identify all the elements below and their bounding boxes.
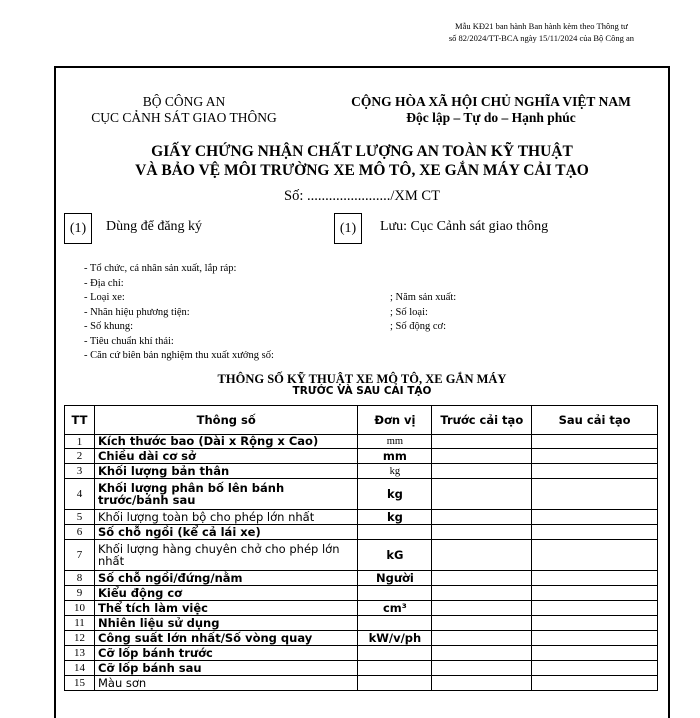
form-note-line-2: số 82/2024/TT-BCA ngày 15/11/2024 của Bộ Công an bbox=[448, 33, 634, 43]
parameter-unit: kg bbox=[358, 464, 432, 479]
certificate-title bbox=[56, 142, 668, 180]
field-label: - Loại xe: bbox=[84, 292, 125, 303]
table-row bbox=[65, 525, 658, 540]
column-header-unit: Đơn vị bbox=[358, 406, 432, 435]
value-after-cell[interactable] bbox=[532, 525, 658, 540]
parameter-name: Khối lượng hàng chuyên chở cho phép lớn nhất bbox=[94, 540, 357, 571]
parameter-name: Kích thước bao (Dài x Rộng x Cao) bbox=[94, 435, 357, 449]
field-address bbox=[84, 277, 274, 292]
table-row bbox=[65, 661, 658, 676]
parameter-name: Khối lượng toàn bộ cho phép lớn nhất bbox=[94, 510, 357, 525]
parameter-name: Khối lượng phân bố lên bánh trước/bánh sau bbox=[94, 479, 357, 510]
spec-title-line-1: THÔNG SỐ KỸ THUẬT XE MÔ TÔ, XE GẮN MÁY bbox=[217, 372, 507, 386]
table-row bbox=[65, 464, 658, 479]
value-after-cell[interactable] bbox=[532, 479, 658, 510]
parameter-name: Số chỗ ngồi/đứng/nằm bbox=[94, 571, 357, 586]
value-before-cell[interactable] bbox=[432, 510, 532, 525]
row-number: 9 bbox=[65, 586, 95, 601]
value-before-cell[interactable] bbox=[432, 646, 532, 661]
value-before-cell[interactable] bbox=[432, 601, 532, 616]
table-row bbox=[65, 586, 658, 601]
parameter-name: Khối lượng bản thân bbox=[94, 464, 357, 479]
parameter-name: Số chỗ ngồi (kể cả lái xe) bbox=[94, 525, 357, 540]
value-before-cell[interactable] bbox=[432, 586, 532, 601]
row-number: 15 bbox=[65, 676, 95, 691]
value-after-cell[interactable] bbox=[532, 616, 658, 631]
row-number: 10 bbox=[65, 601, 95, 616]
column-header-after: Sau cải tạo bbox=[532, 406, 658, 435]
table-row bbox=[65, 510, 658, 525]
value-before-cell[interactable] bbox=[432, 479, 532, 510]
issuer-header bbox=[56, 94, 312, 126]
table-row bbox=[65, 616, 658, 631]
field-label: - Tổ chức, cá nhân sản xuất, lắp ráp: bbox=[84, 263, 237, 274]
value-after-cell[interactable] bbox=[532, 435, 658, 449]
value-after-cell[interactable] bbox=[532, 646, 658, 661]
field-label-year: ; Năm sản xuất: bbox=[390, 292, 457, 303]
parameter-unit: Người bbox=[358, 571, 432, 586]
value-before-cell[interactable] bbox=[432, 435, 532, 449]
table-header-row bbox=[65, 406, 658, 435]
row-number: 12 bbox=[65, 631, 95, 646]
certificate-title-line-2: VÀ BẢO VỆ MÔI TRƯỜNG XE MÔ TÔ, XE GẮN MÁY CẢI TẠO bbox=[135, 162, 589, 179]
parameter-unit bbox=[358, 676, 432, 691]
field-frame-number bbox=[84, 320, 447, 335]
table-row bbox=[65, 540, 658, 571]
value-after-cell[interactable] bbox=[532, 601, 658, 616]
field-label-engine-number: ; Số động cơ: bbox=[390, 321, 447, 332]
field-brand bbox=[84, 306, 428, 321]
value-after-cell[interactable] bbox=[532, 586, 658, 601]
field-label: - Căn cứ biên bản nghiệm thu xuất xưởng số: bbox=[84, 350, 274, 361]
field-manufacturer bbox=[84, 262, 274, 277]
country-name: CỘNG HÒA XÃ HỘI CHỦ NGHĨA VIỆT NAM bbox=[351, 94, 631, 109]
table-row bbox=[65, 449, 658, 464]
copy-marker-archive: (1) bbox=[334, 213, 362, 244]
column-header-before: Trước cải tạo bbox=[432, 406, 532, 435]
spec-table bbox=[64, 405, 658, 691]
certificate-form bbox=[54, 66, 670, 718]
parameter-name: Cỡ lốp bánh trước bbox=[94, 646, 357, 661]
row-number: 1 bbox=[65, 435, 95, 449]
parameter-name: Nhiên liệu sử dụng bbox=[94, 616, 357, 631]
table-row bbox=[65, 571, 658, 586]
value-after-cell[interactable] bbox=[532, 661, 658, 676]
row-number: 5 bbox=[65, 510, 95, 525]
field-label: - Nhãn hiệu phương tiện: bbox=[84, 306, 190, 318]
copy-label-archive: Lưu: Cục Cảnh sát giao thông bbox=[380, 219, 549, 234]
parameter-name: Kiểu động cơ bbox=[94, 586, 357, 601]
parameter-name: Cỡ lốp bánh sau bbox=[94, 661, 357, 676]
row-number: 13 bbox=[65, 646, 95, 661]
value-before-cell[interactable] bbox=[432, 676, 532, 691]
parameter-unit bbox=[358, 586, 432, 601]
certificate-title-line-1: GIẤY CHỨNG NHẬN CHẤT LƯỢNG AN TOÀN KỸ THUẬT bbox=[151, 143, 573, 160]
parameter-unit: kg bbox=[358, 510, 432, 525]
field-vehicle-type bbox=[84, 291, 457, 306]
parameter-name: Màu sơn bbox=[94, 676, 357, 691]
value-before-cell[interactable] bbox=[432, 616, 532, 631]
national-header bbox=[318, 94, 664, 126]
copy-label-registration: Dùng để đăng ký bbox=[106, 219, 203, 234]
parameter-unit bbox=[358, 661, 432, 676]
parameter-unit: kG bbox=[358, 540, 432, 571]
parameter-unit: mm bbox=[358, 449, 432, 464]
field-label: - Địa chỉ: bbox=[84, 277, 124, 289]
column-header-tt: TT bbox=[65, 406, 95, 435]
national-motto: Độc lập – Tự do – Hạnh phúc bbox=[406, 110, 576, 125]
value-before-cell[interactable] bbox=[432, 464, 532, 479]
table-row bbox=[65, 631, 658, 646]
row-number: 11 bbox=[65, 616, 95, 631]
field-label: - Tiêu chuẩn khí thải: bbox=[84, 335, 174, 347]
department-name: CỤC CẢNH SÁT GIAO THÔNG bbox=[91, 110, 277, 125]
parameter-name: Chiều dài cơ sở bbox=[94, 449, 357, 464]
field-acceptance-record bbox=[84, 349, 274, 364]
table-row bbox=[65, 479, 658, 510]
value-before-cell[interactable] bbox=[432, 525, 532, 540]
row-number: 8 bbox=[65, 571, 95, 586]
parameter-unit: mm bbox=[358, 435, 432, 449]
table-row bbox=[65, 435, 658, 449]
parameter-unit bbox=[358, 525, 432, 540]
vehicle-info-fields bbox=[84, 262, 457, 364]
row-number: 7 bbox=[65, 540, 95, 571]
row-number: 14 bbox=[65, 661, 95, 676]
value-before-cell[interactable] bbox=[432, 631, 532, 646]
spec-table-title bbox=[56, 373, 668, 397]
ministry-name: BỘ CÔNG AN bbox=[142, 94, 226, 109]
form-note-line-1: Mẫu KĐ21 ban hành Ban hành kèm theo Thông tư bbox=[455, 21, 628, 31]
value-before-cell[interactable] bbox=[432, 449, 532, 464]
value-after-cell[interactable] bbox=[532, 631, 658, 646]
copy-marker-registration: (1) bbox=[64, 213, 92, 244]
value-after-cell[interactable] bbox=[532, 571, 658, 586]
row-number: 2 bbox=[65, 449, 95, 464]
table-row bbox=[65, 676, 658, 691]
column-header-parameter: Thông số bbox=[94, 406, 357, 435]
spec-title-line-2: TRƯỚC VÀ SAU CẢI TẠO bbox=[292, 385, 432, 397]
field-emission-standard bbox=[84, 335, 274, 350]
row-number: 3 bbox=[65, 464, 95, 479]
parameter-name: Công suất lớn nhất/Số vòng quay bbox=[94, 631, 357, 646]
form-issuance-note bbox=[449, 20, 634, 44]
value-before-cell[interactable] bbox=[432, 661, 532, 676]
table-row bbox=[65, 646, 658, 661]
parameter-unit bbox=[358, 646, 432, 661]
parameter-name: Thể tích làm việc bbox=[94, 601, 357, 616]
value-after-cell[interactable] bbox=[532, 464, 658, 479]
row-number: 4 bbox=[65, 479, 95, 510]
field-label-model: ; Số loại: bbox=[390, 306, 428, 318]
value-before-cell[interactable] bbox=[432, 571, 532, 586]
field-label: - Số khung: bbox=[84, 321, 134, 332]
value-before-cell[interactable] bbox=[432, 540, 532, 571]
parameter-unit bbox=[358, 616, 432, 631]
value-after-cell[interactable] bbox=[532, 540, 658, 571]
parameter-unit: cm³ bbox=[358, 601, 432, 616]
table-row bbox=[65, 601, 658, 616]
value-after-cell[interactable] bbox=[532, 449, 658, 464]
parameter-unit: kg bbox=[358, 479, 432, 510]
value-after-cell[interactable] bbox=[532, 676, 658, 691]
certificate-number: Số: ......................./XM CT bbox=[284, 188, 440, 204]
value-after-cell[interactable] bbox=[532, 510, 658, 525]
parameter-unit: kW/v/ph bbox=[358, 631, 432, 646]
row-number: 6 bbox=[65, 525, 95, 540]
